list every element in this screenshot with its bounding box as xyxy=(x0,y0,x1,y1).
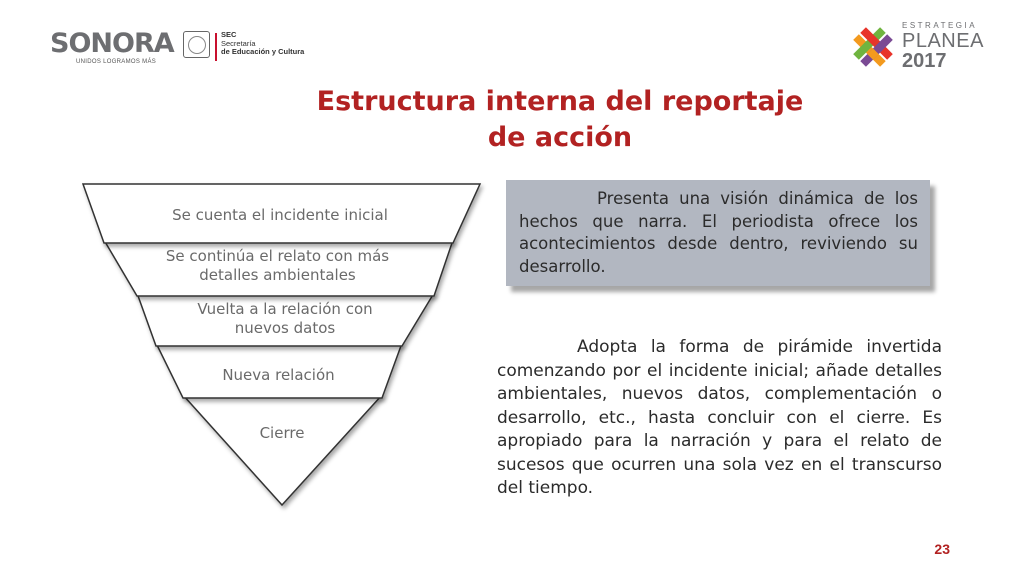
page-number: 23 xyxy=(934,541,950,557)
pyramid-label-3-line1: Vuelta a la relación con xyxy=(197,300,373,318)
pyramid-label-2-line2: detalles ambientales xyxy=(199,266,356,284)
planea-logo xyxy=(846,18,986,78)
sonora-logo xyxy=(50,30,175,70)
slide-title xyxy=(250,84,870,156)
planea-mark-icon xyxy=(846,20,900,74)
planea-strategy: ESTRATEGIA xyxy=(902,21,978,30)
pyramid-label-2 xyxy=(100,247,455,285)
planea-name: PLANEA xyxy=(902,30,984,52)
pyramid-label-4 xyxy=(156,366,401,385)
pyramid-label-2-line1: Se continúa el relato con más xyxy=(165,247,390,265)
description-box: Presenta una visión dinámica de los hechos que narra. El periodista ofrece los acontecimientos desde dentro, reviviendo su desarrollo. xyxy=(506,180,930,286)
pyramid-label-3 xyxy=(135,300,435,338)
sec-line2: de Educación y Cultura xyxy=(221,47,305,56)
pyramid-label-3-line2: nuevos datos xyxy=(234,319,336,337)
sonora-brand-text: SONORA xyxy=(50,28,174,59)
title-line2: de acción xyxy=(487,122,633,153)
pyramid-shape xyxy=(80,180,485,510)
sonora-wordmark xyxy=(50,30,175,58)
pyramid-label-5 xyxy=(183,424,381,443)
planea-year: 2017 xyxy=(902,50,947,72)
pyramid-level-5 xyxy=(183,395,382,505)
explanation-text: Adopta la forma de pirámide invertida comenzando por el incidente inicial; añade detalles ambientales, nuevos datos, complementación o desarrollo, etc., hasta concluir con el cierre. Es apropiado para la narración y para el relato de sucesos que ocurren una sola vez en el transcurso del tiempo. xyxy=(497,337,942,498)
sec-text xyxy=(221,31,341,57)
seal-icon xyxy=(183,31,210,58)
divider xyxy=(215,33,217,61)
sec-acronym: SEC xyxy=(221,30,237,39)
title-line1: Estructura interna del reportaje xyxy=(316,86,804,117)
pyramid-label-5-text: Cierre xyxy=(259,424,305,442)
sonora-tagline: UNIDOS LOGRAMOS MÁS xyxy=(76,59,157,65)
pyramid-label-4-text: Nueva relación xyxy=(222,366,335,384)
sec-line1: Secretaría xyxy=(221,38,256,48)
pyramid-label-1-text: Se cuenta el incidente inicial xyxy=(172,206,388,224)
pyramid-label-1 xyxy=(80,206,480,225)
inverted-pyramid xyxy=(80,180,485,510)
planea-text xyxy=(902,21,984,71)
